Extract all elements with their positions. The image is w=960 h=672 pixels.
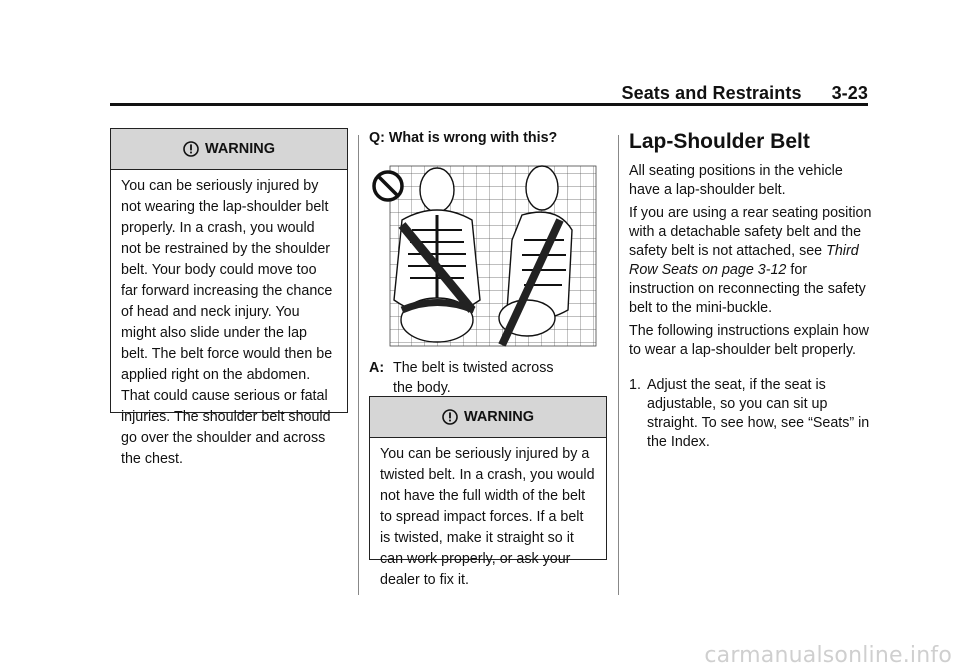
warning-text: You can be seriously injured by not wearing the lap-shoulder belt properly. In a crash, you would not be restrained by the shoulder belt. Your body could move too far forward increasing the chance of head and neck injury. You might also slide under the lap belt. The belt force would then be applied right on the abdomen. That could cause serious or fatal injuries. The shoulder belt should go over the shoulder and across the chest. [121,178,333,467]
paragraph-3: The following instructions explain how to wear a lap-shoulder belt properly. [629,323,869,358]
warning-title: WARNING [204,141,276,157]
section-heading: Lap-Shoulder Belt [629,130,810,153]
column-divider [618,135,619,595]
column-divider [358,135,359,595]
question [369,128,609,148]
header-rule [110,103,868,106]
paragraph-1: All seating positions in the vehicle have a lap-shoulder belt. [629,163,843,198]
paragraph-2-text: If you are using a rear seating position with a detachable safety belt and the safety belt is not attached, see [629,205,872,259]
cross-reference-link[interactable]: Third Row Seats on page 3-12 [629,243,859,278]
step-1 [629,376,874,452]
twisted-belt-illustration [372,160,602,350]
page-header [110,78,868,104]
warning-icon [442,409,458,425]
warning-box-left [110,128,348,467]
page-number: 3-23 [831,83,868,103]
step-number: 1. [629,377,641,393]
warning-header [370,397,606,438]
answer [369,358,609,398]
warning-box-middle [369,396,607,588]
watermark: carmanualsonline.info [704,643,952,668]
question-text: What is wrong with this? [388,130,558,146]
warning-text: You can be seriously injured by a twisted belt. In a crash, you would not have the full width of the belt to spread impact forces. If a belt is twisted, make it straight so it can work properly, or ask your dealer to fix it. [380,446,595,588]
warning-header [111,129,347,170]
paragraph-2-text-end: for instruction on reconnecting the safety belt to the mini-buckle. [629,262,866,316]
answer-text: The belt is twisted across the body. [393,360,554,396]
question-label: Q: [369,130,385,146]
warning-title: WARNING [463,409,535,425]
answer-label: A: [369,360,385,376]
section-title: Seats and Restraints [621,83,802,103]
warning-icon [183,141,199,157]
prohibition-icon [374,172,402,200]
paragraph-2 [629,204,874,318]
step-text: Adjust the seat, if the seat is adjustable, so you can sit up straight. To see how, see “Seats” in the Index. [647,377,870,450]
